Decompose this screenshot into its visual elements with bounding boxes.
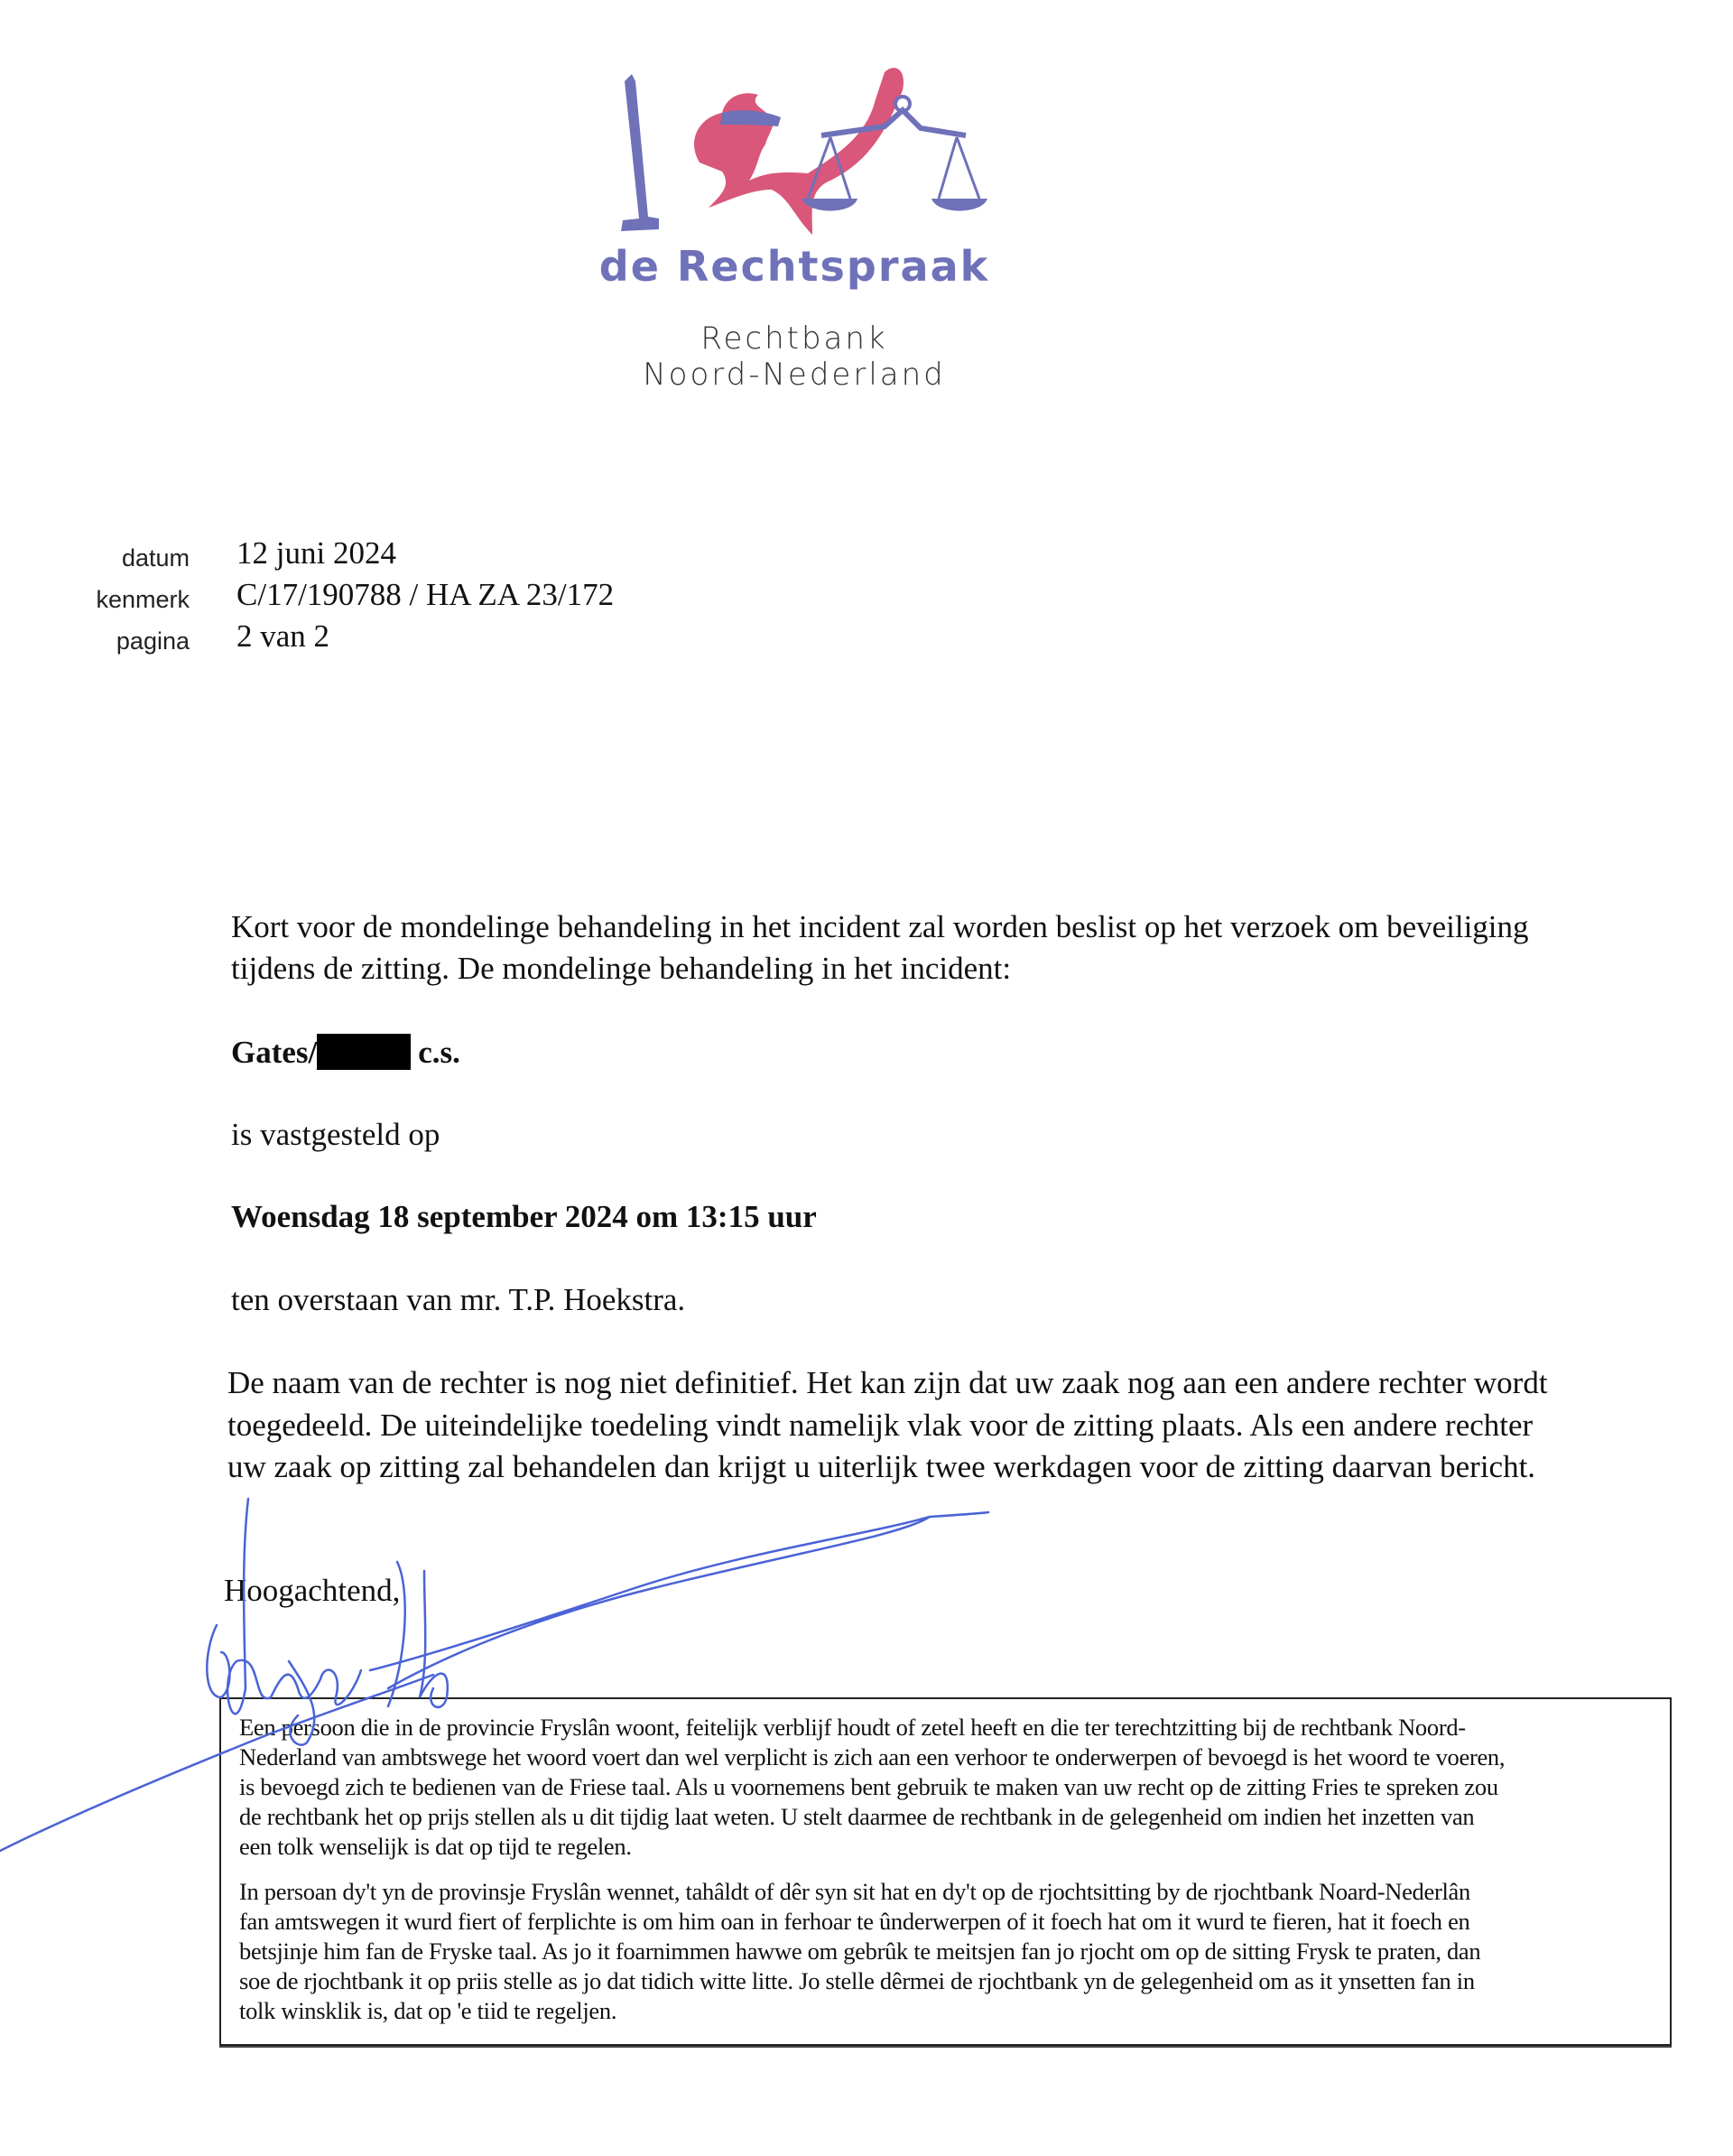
court-name-line1: Rechtbank <box>700 321 888 357</box>
frisian-notice-line: In persoan dy't yn de provinsje Fryslân wennet, tahâldt of dêr syn sit hat en dy't op de rjochtsitting by de rjochtbank Noard-Nederlân <box>239 1878 1470 1905</box>
date-label: datum <box>121 544 190 572</box>
dutch-notice-line: de rechtbank het op prijs stellen als u dit tijdig laat weten. U stelt daarmee de rechtbank in de gelegenheid om indien het inzetten van <box>239 1803 1475 1830</box>
fixed-on-text: is vastgesteld op <box>231 1117 440 1152</box>
notice-line: De naam van de rechter is nog niet definitief. Het kan zijn dat uw zaak nog aan een andere rechter wordt <box>227 1365 1548 1400</box>
closing: Hoogachtend, <box>224 1573 401 1608</box>
dutch-notice-line: is bevoegd zich te bedienen van de Friese taal. Als u voornemens bent gebruik te maken van uw recht op de zitting Fries te spreken zou <box>239 1773 1498 1800</box>
dutch-notice-line: een tolk wenselijk is dat op tijd te regelen. <box>239 1833 632 1860</box>
reference-value: C/17/190788 / HA ZA 23/172 <box>236 577 615 612</box>
page-value: 2 van 2 <box>236 618 330 654</box>
dutch-notice-line: Een persoon die in de provincie Fryslân woont, feitelijk verblijf houdt of zetel heeft en die ter terechtzitting bij de rechtbank Noord- <box>239 1714 1466 1741</box>
notice-line: uw zaak op zitting zal behandelen dan krijgt u uiterlijk twee werkdagen voor de zitting daarvan bericht. <box>227 1449 1536 1484</box>
frisian-notice-line: betsjinje him fan de Fryske taal. As jo it foarnimmen hawwe om gebrûk te meitsjen fan jo rjocht om op de sitting Frysk te praten, dan <box>239 1938 1481 1965</box>
handwritten-signature <box>0 1481 1011 1860</box>
date-value: 12 juni 2024 <box>236 535 396 571</box>
judge-line: ten overstaan van mr. T.P. Hoekstra. <box>231 1282 686 1317</box>
case-name-prefix: Gates/ <box>231 1035 318 1070</box>
frisian-notice-line: fan amtswegen it wurd fiert of ferplichte is om him oan in ferhoar te ûnderwerpen of it foech hat om it wurd te fieren, hat it foech en <box>239 1908 1470 1935</box>
hearing-datetime: Woensdag 18 september 2024 om 13:15 uur <box>231 1199 817 1234</box>
logo-wordmark: de Rechtspraak <box>598 242 990 291</box>
intro-line: tijdens de zitting. De mondelinge behandeling in het incident: <box>231 951 1012 986</box>
frisian-notice-line: soe de rjochtbank it op priis stelle as jo dat tidich witte litte. Jo stelle dêrmei de rjochtbank yn de gelegenheid om as it ynsetten fan in <box>239 1967 1475 1994</box>
rechtspraak-logo-icon <box>614 54 993 244</box>
notice-line: toegedeeld. De uiteindelijke toedeling vindt namelijk vlak voor de zitting plaats. Als een andere rechter <box>227 1408 1534 1443</box>
dutch-notice-line: Nederland van ambtswege het woord voert dan wel verplicht is zich aan een verhoor te onderwerpen of bevoegd is het woord te voeren, <box>239 1743 1506 1770</box>
reference-label: kenmerk <box>96 586 190 613</box>
case-name <box>231 1034 460 1071</box>
court-name-line2: Noord-Nederland <box>643 357 946 393</box>
case-name-suffix: c.s. <box>418 1035 460 1070</box>
redaction-bar <box>317 1034 411 1070</box>
frisian-notice-line: tolk winsklik is, dat op 'e tiid te regeljen. <box>239 1997 617 2024</box>
page-label: pagina <box>116 627 190 655</box>
intro-line: Kort voor de mondelinge behandeling in het incident zal worden beslist op het verzoek om beveiliging <box>231 909 1529 944</box>
